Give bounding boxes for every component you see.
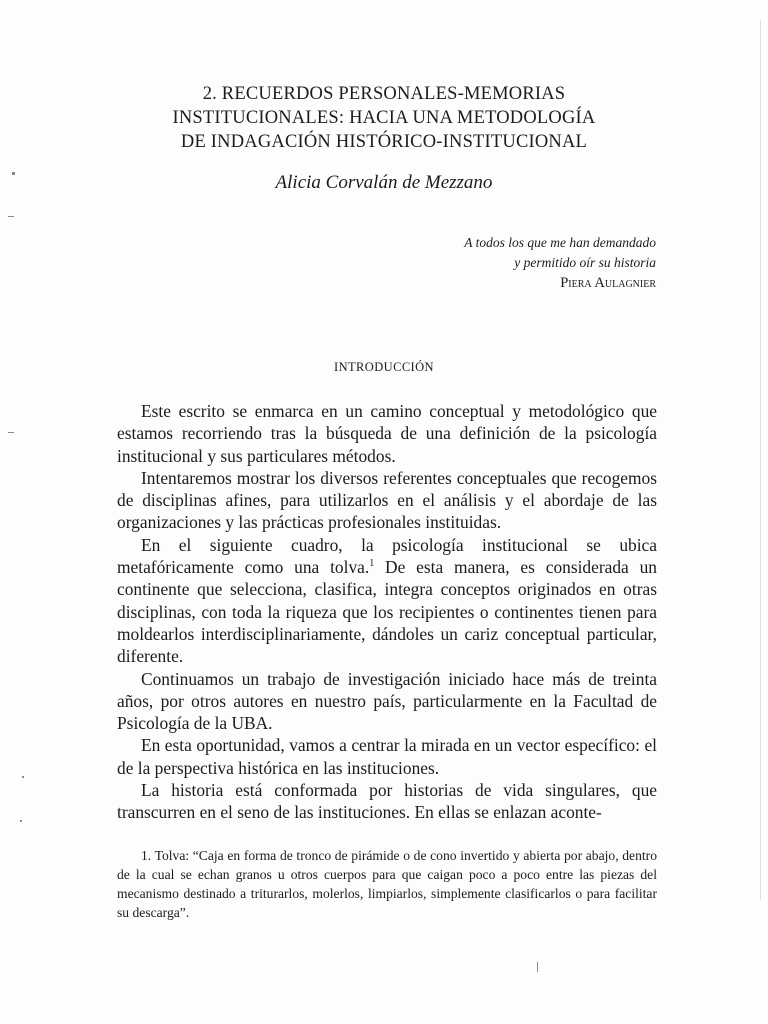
footnotes	[117, 846, 657, 922]
chapter-title-line: INSTITUCIONALES: HACIA UNA METODOLOGÍA	[172, 108, 596, 128]
epigraph-line: A todos los que me han demandado	[464, 235, 656, 250]
scan-speck	[537, 962, 538, 972]
scan-speck	[8, 432, 14, 433]
scan-speck	[20, 820, 22, 822]
paragraph: Intentaremos mostrar los diversos referentes conceptuales que recogemos de disciplinas afines, para utilizarlos en el análisis y el abordaje de las organizaciones y las prácticas profesionales instituidas.	[117, 467, 657, 533]
epigraph	[296, 233, 656, 293]
section-heading: INTRODUCCIÓN	[334, 360, 434, 374]
footnote: 1. Tolva: “Caja en forma de tronco de pirámide o de cono invertido y abierta por abajo, dentro de la cual se echan granos u otros cuerpos para que caigan poco a poco entre las piezas del mecanismo destinado a triturarlos, molerlos, limpiarlos, simplemente clasificarlos o para facilitar su descarga”.	[117, 848, 657, 920]
epigraph-author: Piera Aulagnier	[560, 275, 656, 291]
scan-speck	[22, 776, 24, 778]
paragraph	[117, 534, 657, 668]
scan-speck	[12, 172, 15, 175]
scan-speck	[8, 216, 14, 217]
scan-edge	[760, 20, 761, 900]
chapter-title-line: DE INDAGACIÓN HISTÓRICO-INSTITUCIONAL	[180, 132, 588, 152]
paragraph: La historia está conformada por historias de vida singulares, que transcurren en el seno de las instituciones. En ellas se enlazan aconte-	[117, 780, 657, 823]
paragraph: Este escrito se enmarca en un camino conceptual y metodológico que estamos recorriendo tras la búsqueda de una definición de la psicología institucional y sus particulares métodos.	[117, 401, 657, 466]
paragraph-text: De esta manera, es considerada un continente que selecciona, clasifica, integra conceptos originados en otras disciplinas, con toda la riqueza que los recipientes o continentes tienen para moldearlos interdisciplinariamente, dándoles un cariz conceptual particular, diferente.	[117, 557, 657, 667]
epigraph-line: y permitido oír su historia	[514, 255, 656, 270]
chapter-title	[120, 82, 648, 154]
paragraph: Continuamos un trabajo de investigación iniciado hace más de treinta años, por otros autores en nuestro país, particularmente en la Facultad de Psicología de la UBA.	[117, 668, 657, 734]
chapter-author: Alicia Corvalán de Mezzano	[275, 172, 493, 193]
paragraph-text: En el siguiente cuadro, la psicología institucional se ubica metafóricamente como una tolva.	[117, 534, 657, 578]
chapter-title-line: 2. RECUERDOS PERSONALES-MEMORIAS	[202, 84, 566, 104]
body-text	[117, 400, 657, 824]
footnote-reference: 1	[369, 558, 375, 570]
paragraph: En esta oportunidad, vamos a centrar la mirada en un vector específico: el de la perspectiva histórica en las instituciones.	[117, 735, 657, 778]
